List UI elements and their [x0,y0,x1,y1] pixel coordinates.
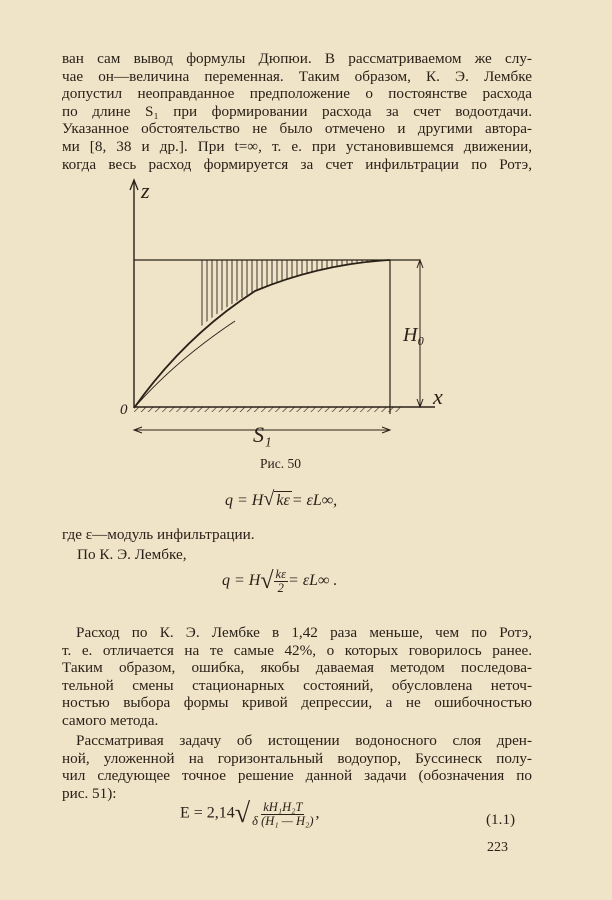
where-line: где ε—модуль инфильтрации. [62,526,255,543]
formula-rote: q = H√ kε = εL∞, [225,488,338,510]
formula-denominator: 2 [277,581,284,595]
formula-lhs: q = H [225,492,264,509]
formula-numerator: kH₁H₂T [263,799,303,814]
origin-label: 0 [120,402,128,418]
text-line: рис. 51): [62,784,117,802]
equation-number: (1.1) [486,811,516,828]
text-line: ми [8, 38 и др.]. При t=∞, т. е. при установившемся движении, [62,137,532,155]
text-line: тельной смены стационарных состояний, обусловлена неточ- [62,676,532,694]
formula-lhs: E = 2,14 [180,804,235,822]
text-line: допустил неоправданное предположение о постоянстве расхода [62,85,532,103]
middle-paragraph [62,624,532,730]
formula-rhs: = εL∞, [291,492,338,509]
lembke-line: По К. Э. Лембке, [77,546,187,563]
formula-numerator: kε [275,567,287,581]
text-line: чил следующее точное решение данной задачи (обозначения по [62,767,532,785]
text-line: по длине S₁ при формировании расхода за счет водоотдачи. [62,102,532,120]
formula-denominator: δ (H₁ — H₂) [252,813,314,828]
bottom-paragraph [62,732,532,802]
ground-hatch [134,407,402,412]
text-line: ной, уложенной на горизонтальный водоупор, Буссинеск полу- [62,749,532,767]
text-line: ван сам вывод формулы Дюпюи. В рассматриваемом же слу- [62,50,532,67]
x-axis-label: x [433,384,443,409]
formula-tail: , [315,804,320,822]
h0-label: H₀ [403,324,425,346]
formula-rhs: = εL∞ . [288,572,338,590]
text-line: чае он—величина переменная. Таким образом, К. Э. Лембке [62,67,532,85]
figure-caption: Рис. 50 [260,456,301,471]
text-line: самого метода. [62,711,159,729]
formula-lhs: q = H [222,572,261,590]
text-line: Расход по К. Э. Лембке в 1,42 раза меньше, чем по Ротэ, [76,624,532,641]
formula-lembke: q = H√ $\frac{k\varepsilon}{2}$ = εL∞ . [222,567,338,595]
formula-radicand: kε [276,492,290,509]
s1-label: S₁ [253,422,272,447]
formula-boussinesq: E = 2,14√ $\frac{\text{kH₁H₂T}}{\text{δ (H₁ — H₂)}}$ , [180,798,320,829]
hatched-region [199,260,390,328]
page-number: 223 [487,840,508,855]
top-paragraph [62,50,532,173]
text-line: Рассматривая задачу об истощении водоносного слоя дрен- [76,732,532,749]
z-axis-label: z [141,178,150,203]
text-line: ностью выбора формы кривой депрессии, а не ошибочностью [62,694,532,712]
text-line: Указанное обстоятельство не было отмечено и другими автора- [62,120,532,138]
text-line: Таким образом, ошибка, якобы даваемая методом последова- [62,659,532,677]
text-line: т. е. отличается на те самые 42%, о которых говорилось ранее. [62,641,532,659]
figure-50-diagram [115,176,445,451]
text-line: когда весь расход формируется за счет инфильтрации по Ротэ, [62,155,532,173]
